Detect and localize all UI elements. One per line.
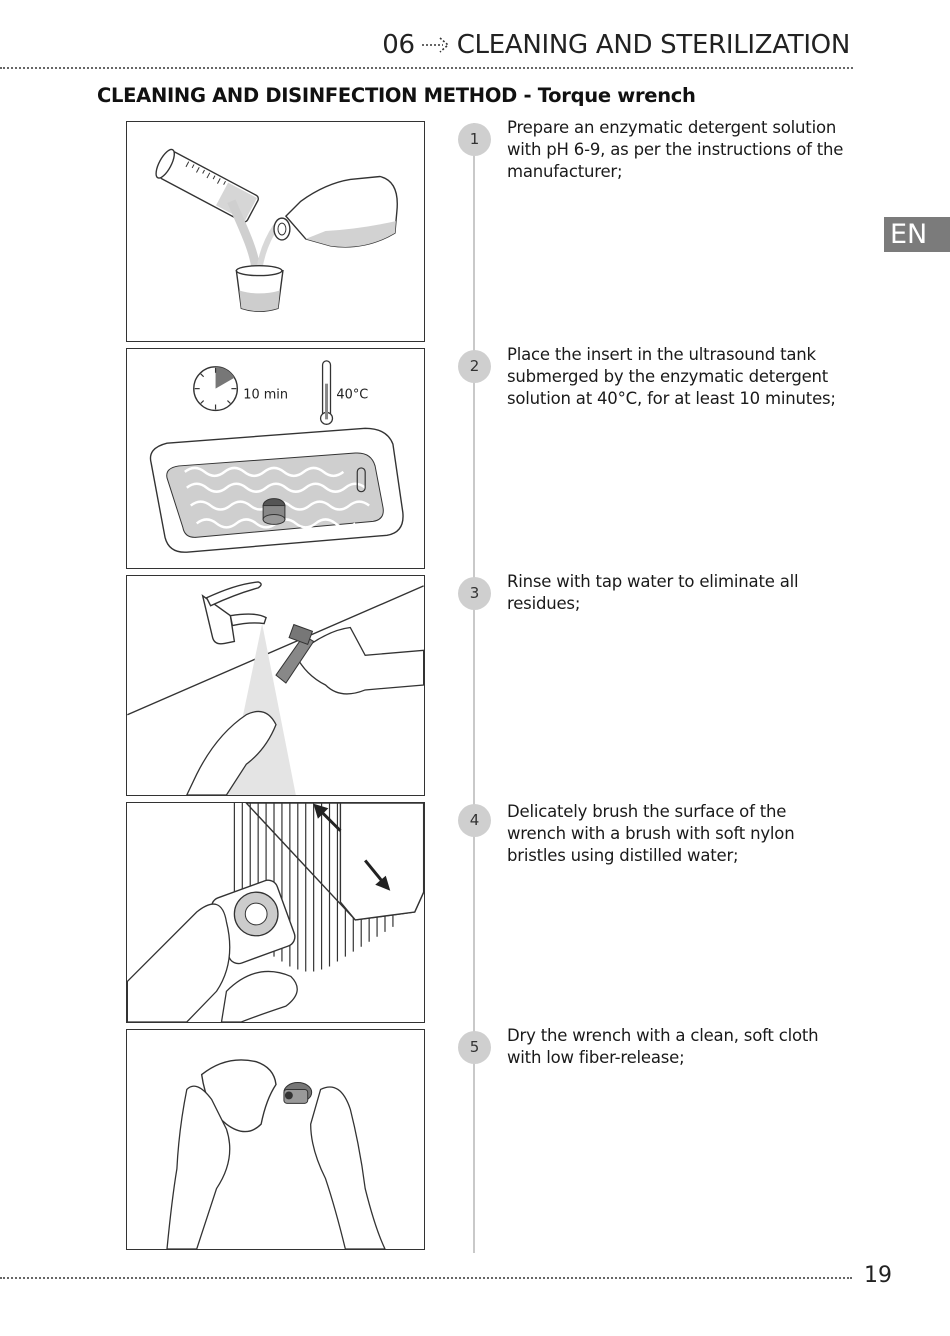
- illustration-step-1: [126, 121, 425, 342]
- brushing-illustration: [127, 803, 424, 1022]
- step-timeline: [473, 123, 475, 1253]
- language-tab: EN: [884, 217, 950, 252]
- bottle-icon: [274, 177, 397, 247]
- illustration-step-4: [126, 802, 425, 1023]
- tank-icon: [150, 428, 403, 552]
- illustration-step-2: [126, 348, 425, 569]
- temperature-label: 40°C: [336, 387, 369, 403]
- graduated-cylinder-icon: [153, 147, 261, 224]
- step-number-3: 3: [458, 577, 491, 610]
- step-text-2: Place the insert in the ultrasound tank submerged by the enzymatic detergent solution at 40°C, for at least 10 minutes;: [507, 345, 836, 408]
- timer-label: 10 min: [243, 387, 289, 403]
- pouring-illustration: [127, 122, 424, 341]
- beaker-icon: [236, 266, 283, 312]
- section-title: CLEANING AND DISINFECTION METHOD - Torque wrench: [97, 84, 696, 107]
- footer-divider: [0, 1277, 852, 1279]
- ultrasound-tank-illustration: [127, 349, 424, 568]
- step-number-1: 1: [458, 123, 491, 156]
- faucet-icon: [203, 582, 266, 644]
- chapter-number: 06: [382, 30, 415, 60]
- drying-illustration: [127, 1030, 424, 1249]
- rinsing-illustration: [127, 576, 424, 795]
- illustration-step-3: [126, 575, 425, 796]
- chapter-header: [382, 28, 850, 62]
- step-text-5: Dry the wrench with a clean, soft cloth with low fiber-release;: [507, 1026, 819, 1067]
- wrench-icon: [284, 1083, 312, 1104]
- step-number-5: 5: [458, 1031, 491, 1064]
- header-divider: [0, 67, 853, 69]
- step-text-3: Rinse with tap water to eliminate all residues;: [507, 572, 799, 613]
- gloved-hand-icon: [167, 1086, 385, 1249]
- step-number-4: 4: [458, 804, 491, 837]
- illustration-step-5: [126, 1029, 425, 1250]
- timer-icon: [194, 367, 238, 411]
- dotted-arrow-icon: [421, 36, 451, 54]
- step-number-2: 2: [458, 350, 491, 383]
- step-text-4: Delicately brush the surface of the wrench with a brush with soft nylon bristles using distilled water;: [507, 802, 795, 865]
- step-text-1: Prepare an enzymatic detergent solution with pH 6-9, as per the instructions of the manufacturer;: [507, 118, 844, 181]
- page-number: 19: [864, 1263, 892, 1288]
- chapter-title: CLEANING AND STERILIZATION: [456, 30, 850, 60]
- thermometer-icon: [321, 361, 333, 424]
